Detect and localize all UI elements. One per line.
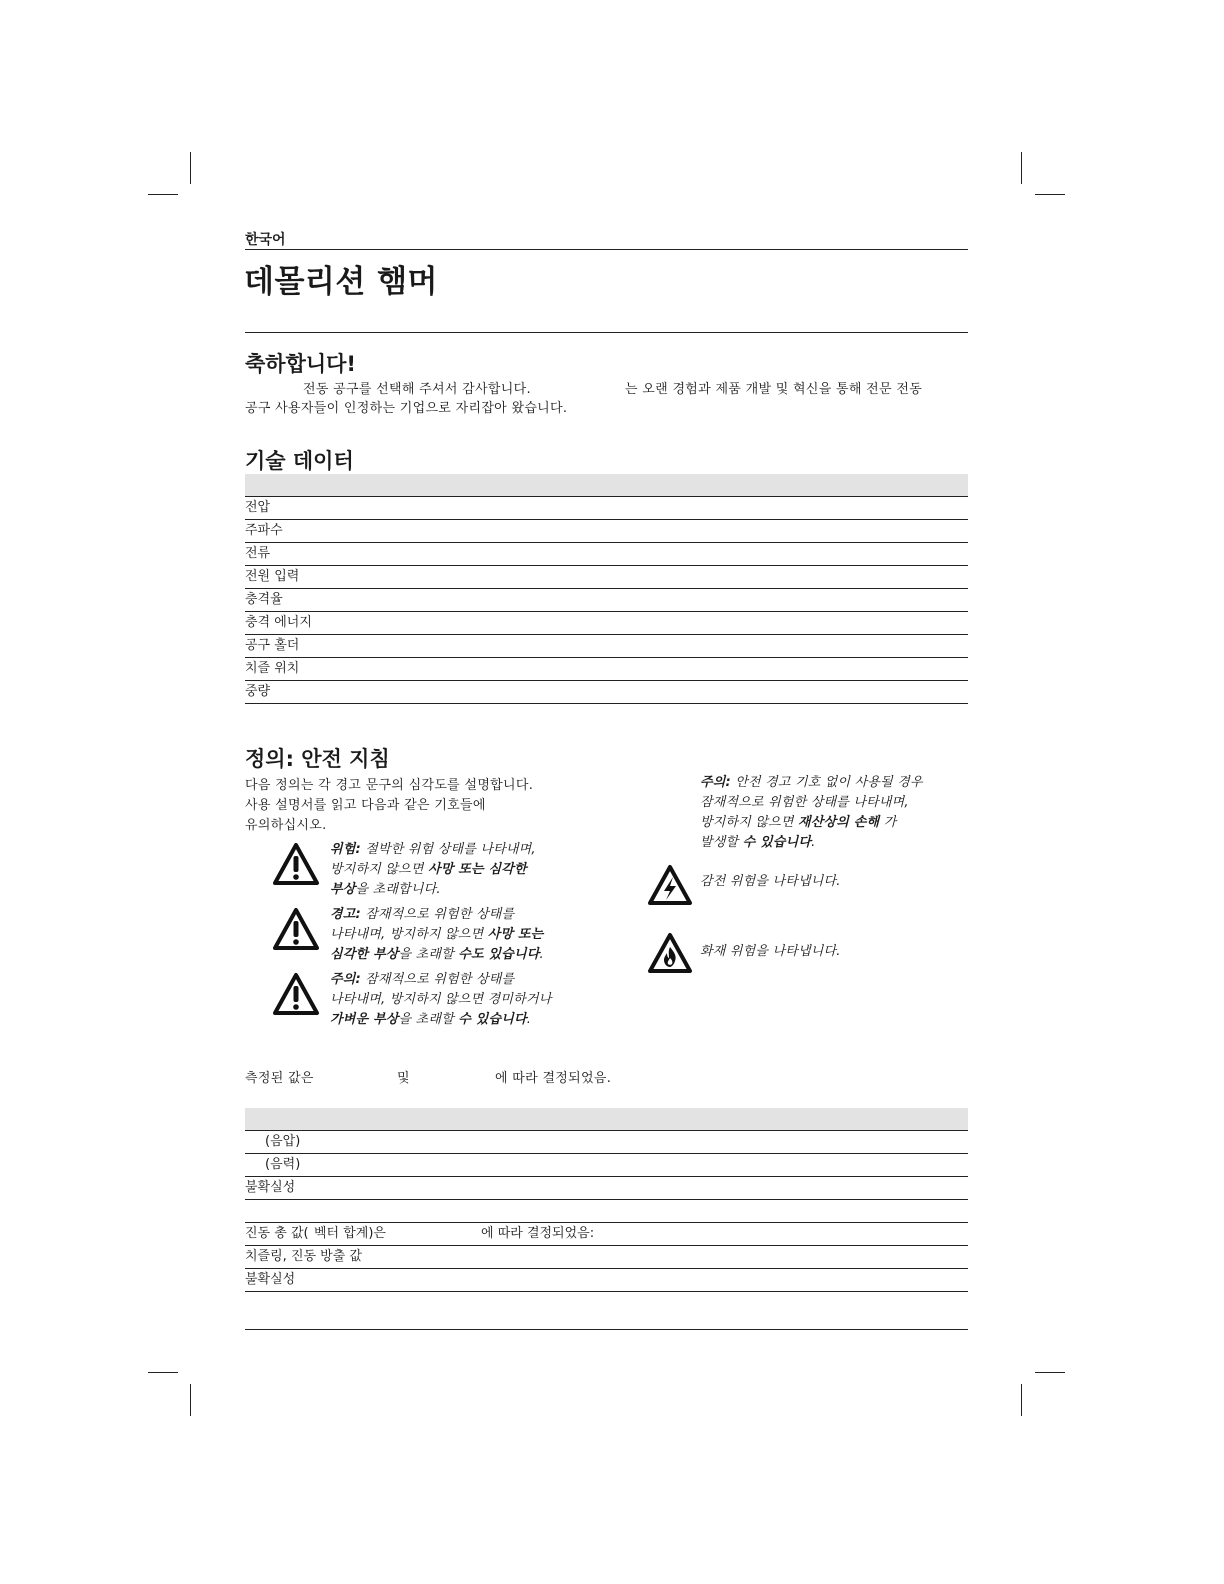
crop-mark <box>148 1372 178 1373</box>
warning-label: 경고: <box>330 907 361 922</box>
page-title: 데몰리션 햄머 <box>244 264 438 300</box>
divider <box>245 249 968 250</box>
tech-heading: 기술 데이터 <box>245 449 354 473</box>
table-header <box>245 1108 968 1131</box>
divider <box>245 332 968 333</box>
safety-intro-3: 유의하십시오. <box>245 818 327 833</box>
table-row: 충격율 <box>245 589 968 612</box>
divider <box>245 1329 968 1330</box>
crop-mark <box>1035 194 1065 195</box>
table-row: 전압 <box>245 497 968 520</box>
tech-table <box>245 474 968 704</box>
language-label: 한국어 <box>245 232 286 248</box>
safety-heading: 정의: 안전 지침 <box>245 747 390 771</box>
caution-definition: 주의: 잠재적으로 위험한 상태를 나타내며, 방지하지 않으면 경미하거나 가벼운 부상을 초래할 수 있습니다. <box>330 972 552 1027</box>
measured-text-b: 및 <box>397 1071 410 1086</box>
measured-text-c: 에 따라 결정되었음. <box>495 1071 612 1086</box>
table-row <box>245 1200 968 1223</box>
notice-label: 주의: <box>700 775 731 790</box>
table-row: 전류 <box>245 543 968 566</box>
table-row: (음력) <box>245 1154 968 1177</box>
safety-intro-1: 다음 정의는 각 경고 문구의 심각도를 설명합니다. <box>245 778 534 793</box>
table-row: 공구 홀더 <box>245 635 968 658</box>
crop-mark <box>1021 152 1022 184</box>
warning-triangle-icon <box>272 842 320 886</box>
warning-definition: 경고: 잠재적으로 위험한 상태를 나타내며, 방지하지 않으면 사망 또는 심각한 부상을 초래할 수도 있습니다. <box>330 907 544 962</box>
table-header <box>245 474 968 497</box>
table-row: 치즐링, 진동 방출 값 <box>245 1246 968 1269</box>
fire-definition: 화재 위험을 나타냅니다. <box>700 944 841 959</box>
crop-mark <box>148 194 178 195</box>
measured-text-a: 측정된 값은 <box>245 1071 314 1086</box>
congrats-heading: 축하합니다! <box>245 352 357 376</box>
crop-mark <box>1021 1384 1022 1416</box>
table-row: 중량 <box>245 681 968 704</box>
crop-mark <box>1035 1372 1065 1373</box>
congrats-text-1b: 는 오랜 경험과 제품 개발 및 혁신을 통해 전문 전동 <box>625 382 923 397</box>
table-row: 주파수 <box>245 520 968 543</box>
electric-shock-icon <box>647 864 693 906</box>
table-row: 치즐 위치 <box>245 658 968 681</box>
table-row: 진동 총 값( 벡터 합계)은 에 따라 결정되었음: <box>245 1223 968 1246</box>
crop-mark <box>190 152 191 184</box>
table-row: 불확실성 <box>245 1269 968 1292</box>
congrats-text-2: 공구 사용자들이 인정하는 기업으로 자리잡아 왔습니다. <box>245 401 568 416</box>
congrats-text-1a: 전동 공구를 선택해 주셔서 감사합니다. <box>303 382 531 397</box>
warning-triangle-icon <box>272 907 320 951</box>
shock-definition: 감전 위험을 나타냅니다. <box>700 874 841 889</box>
notice-definition: 주의: 안전 경고 기호 없이 사용될 경우 잠재적으로 위험한 상태를 나타내며, 방지하지 않으면 재산상의 손해 가 발생할 수 있습니다. <box>700 775 923 850</box>
caution-label: 주의: <box>330 972 361 987</box>
crop-mark <box>190 1384 191 1416</box>
safety-intro-2: 사용 설명서를 읽고 다음과 같은 기호들에 <box>245 798 486 813</box>
table-row: (음압) <box>245 1131 968 1154</box>
noise-table <box>245 1108 968 1292</box>
table-row: 불확실성 <box>245 1177 968 1200</box>
warning-triangle-icon <box>272 972 320 1016</box>
fire-hazard-icon <box>647 932 693 974</box>
danger-label: 위험: <box>330 842 361 857</box>
table-row: 충격 에너지 <box>245 612 968 635</box>
table-row: 전원 입력 <box>245 566 968 589</box>
danger-definition: 위험: 절박한 위험 상태를 나타내며, 방지하지 않으면 사망 또는 심각한 부상을 초래합니다. <box>330 842 536 897</box>
